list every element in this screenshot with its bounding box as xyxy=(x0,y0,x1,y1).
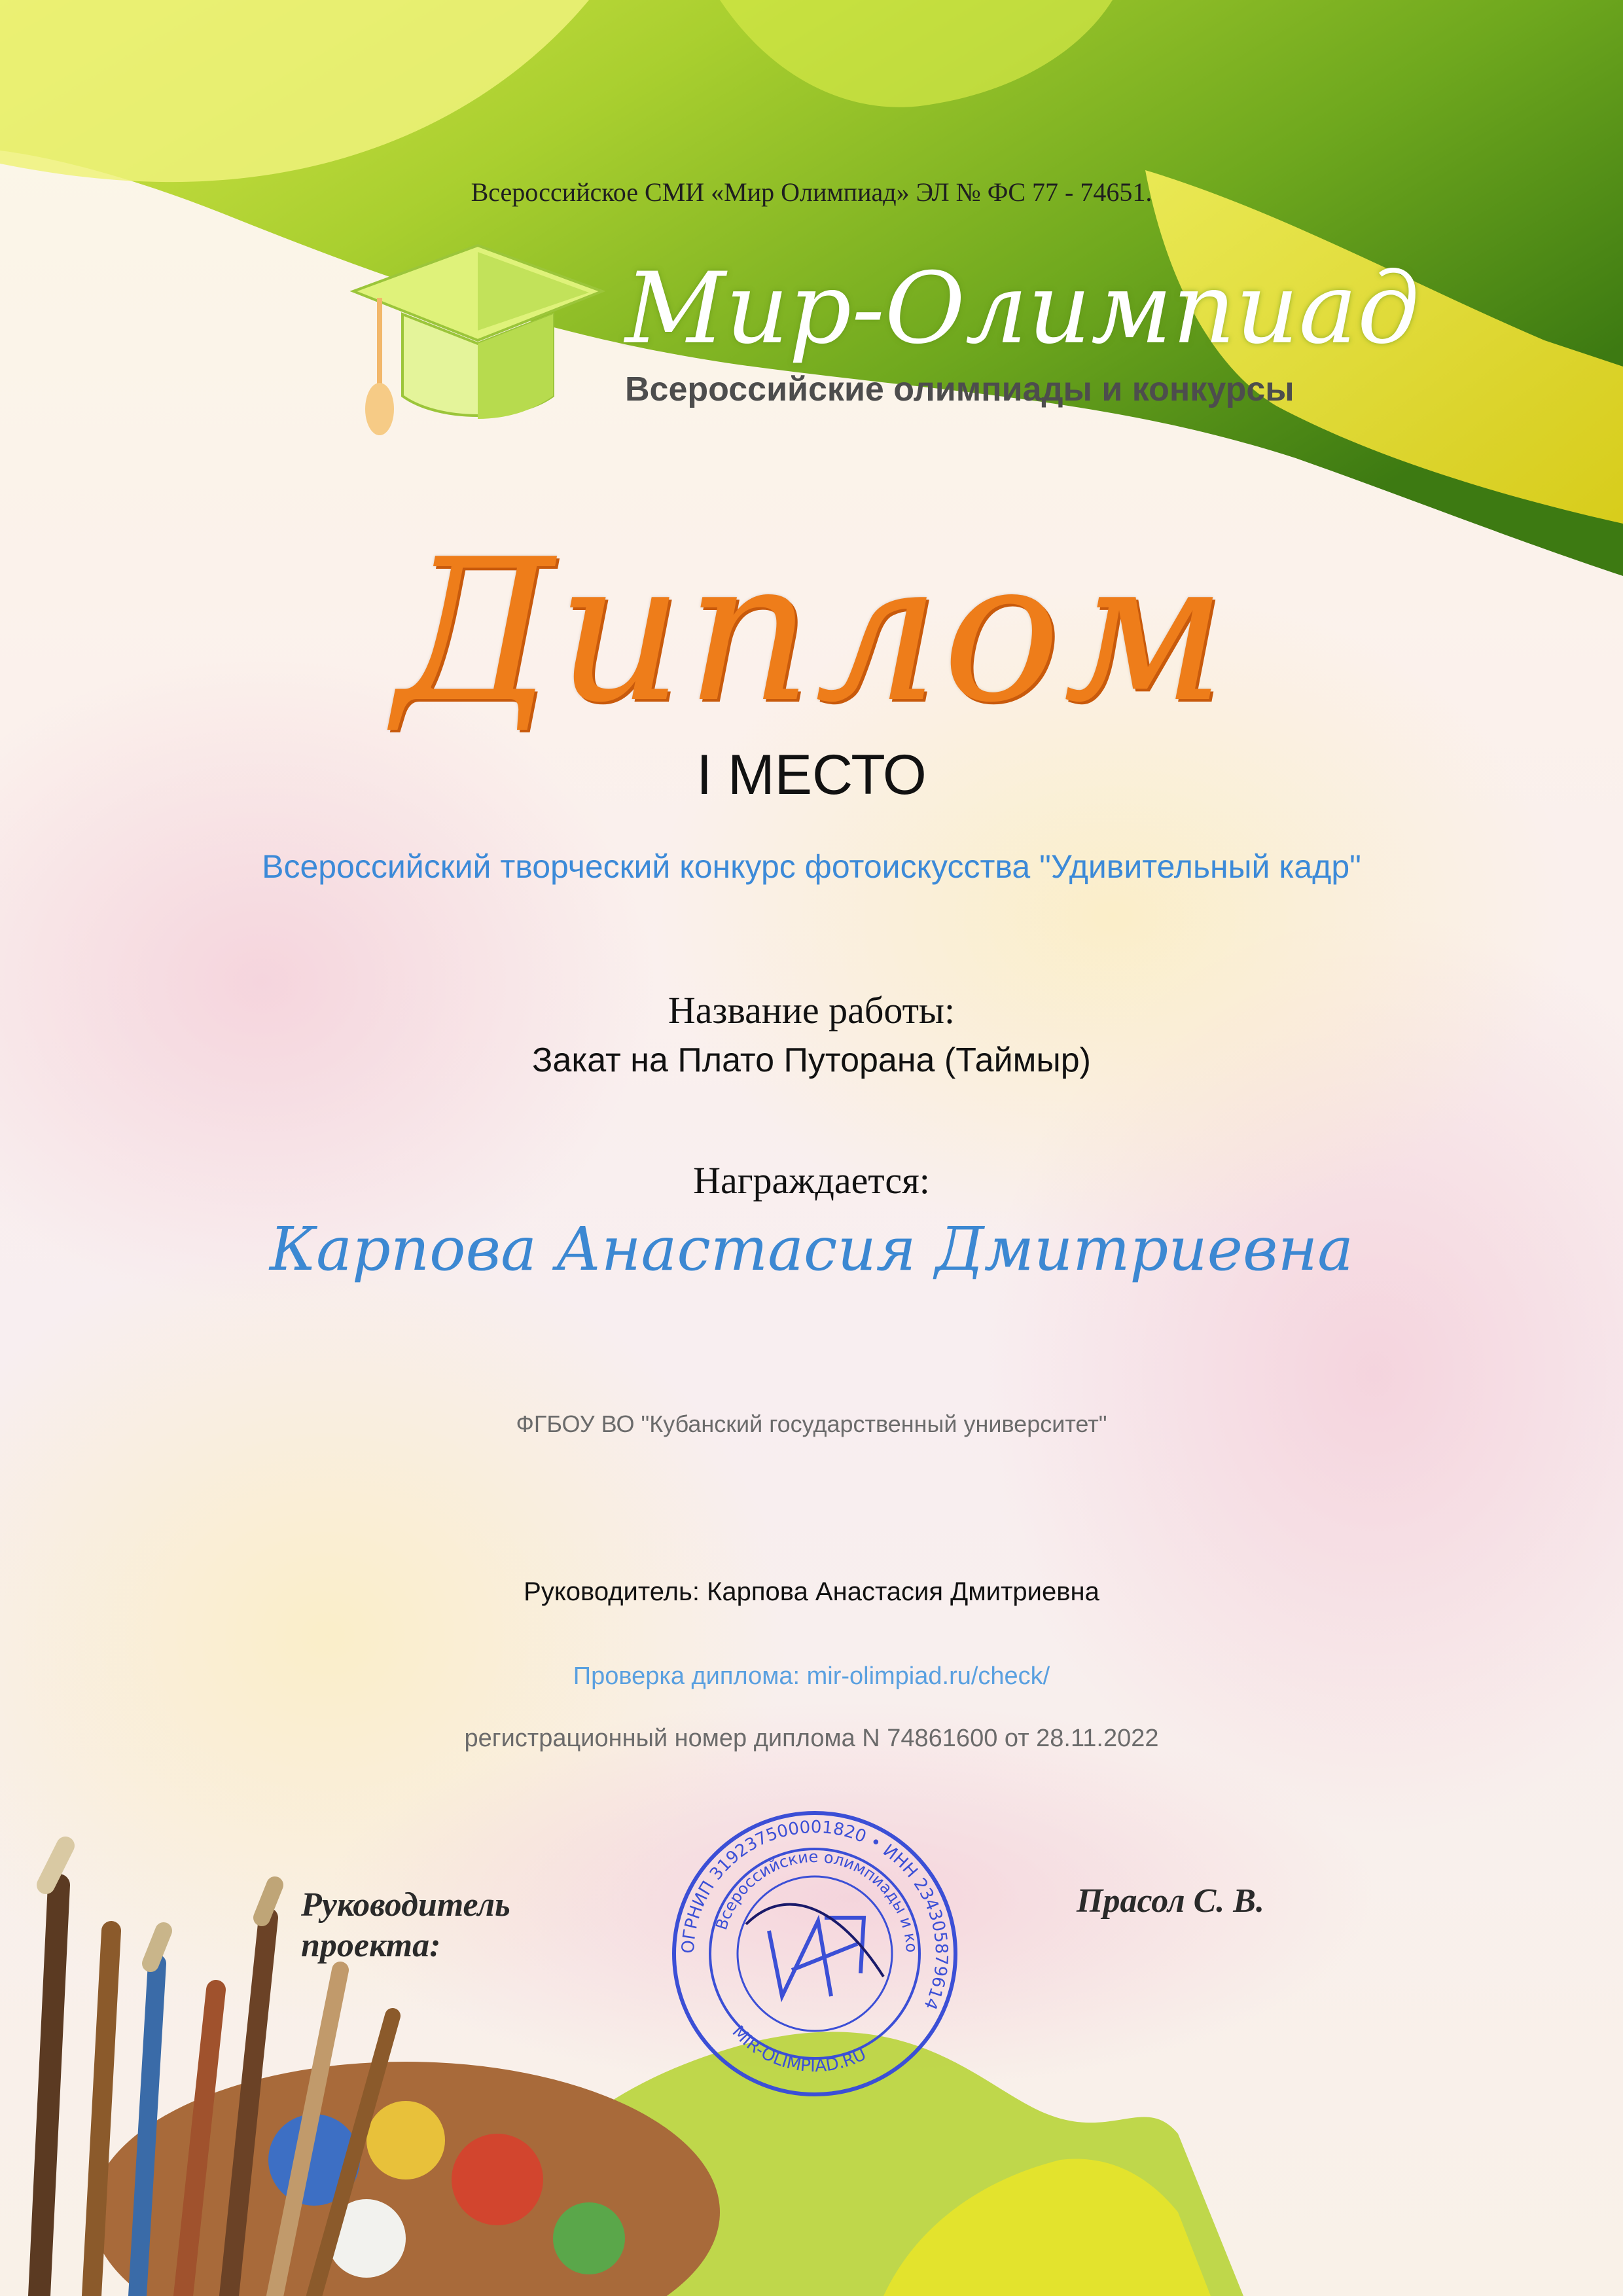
place-label: I МЕСТО xyxy=(696,744,927,806)
diploma-title: Диплом xyxy=(394,517,1229,745)
graduation-cap-icon xyxy=(347,232,609,445)
contest-name: Всероссийский творческий конкурс фотоискусства "Удивительный кадр" xyxy=(262,848,1361,885)
signer-name: Прасол С. В. xyxy=(1077,1882,1264,1920)
stamp-ring-text: Всероссийские олимпиады и ко xyxy=(712,1847,921,1954)
organization: ФГБОУ ВО "Кубанский государственный университет" xyxy=(516,1410,1107,1437)
work-name: Закат на Плато Путорана (Таймыр) xyxy=(532,1041,1091,1079)
project-leader-label: Руководитель проекта: xyxy=(301,1886,510,1964)
official-stamp xyxy=(668,1806,962,2104)
stamp-outer-text: ОГРНИП 319237500001820 • ИНН 234305879614 xyxy=(678,1817,952,2013)
stamp-bottom-text: MIR-OLIMPIAD.RU xyxy=(728,2022,870,2077)
award-label: Награждается: xyxy=(693,1159,930,1202)
work-label: Название работы: xyxy=(668,989,955,1031)
leader-line: Руководитель: Карпова Анастасия Дмитриевна xyxy=(524,1577,1099,1606)
media-registration-line: Всероссийское СМИ «Мир Олимпиад» ЭЛ № ФС 77 - 74651. xyxy=(471,177,1152,207)
logo-tagline: Всероссийские олимпиады и конкурсы xyxy=(625,370,1294,408)
stamp-monogram-icon xyxy=(769,1918,864,1996)
winner-name: Карпова Анастасия Дмитриевна xyxy=(269,1214,1354,1284)
check-link[interactable]: Проверка диплома: mir-olimpiad.ru/check/ xyxy=(573,1662,1050,1690)
registration-number: регистрационный номер диплома N 74861600 от 28.11.2022 xyxy=(464,1725,1159,1752)
logo-name: Мир-Олимпиад xyxy=(625,252,1420,366)
